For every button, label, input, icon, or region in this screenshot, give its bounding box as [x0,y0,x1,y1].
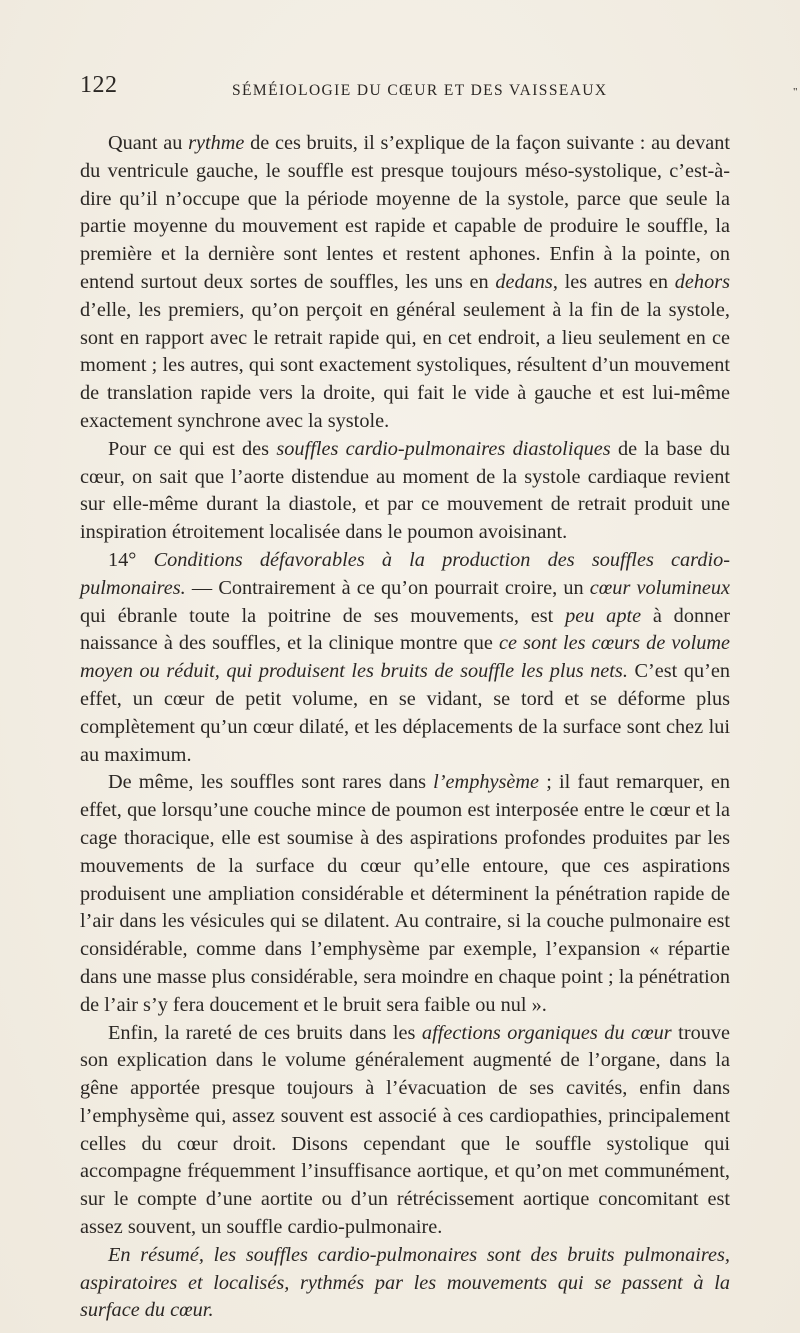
paragraph-conditions-defavorables [80,547,730,769]
paragraph-resume [80,1242,730,1325]
italic-text: dehors [674,270,730,293]
text-run: , les autres en [552,270,675,293]
text-run: qui ébranle toute la poitrine de ses mouvements, est [80,604,566,627]
italic-text: l’emphysème [433,771,540,794]
page-number: 122 [80,72,118,98]
text-run: C’est qu’en effet, un cœur de petit volume, en se vidant, se tord et se déforme plus complètement qu’un cœur dilaté, et les déplacements de la surface sont chez lui au maximum. [80,660,730,766]
paragraph-rythme [80,130,730,436]
paragraph-affections-organiques [80,1020,730,1242]
paragraph-emphyseme [80,769,730,1019]
italic-text: cœur volumineux [589,576,730,599]
text-run: trouve son explication dans le volume généralement augmenté de l’organe, dans la gêne apportée presque toujours à l’évacuation de ses cavités, enfin dans l’emphysème qui, assez souvent est associé à ces cardiopathies, principalement celles du cœur droit. Disons cependant que le souffle systolique qui accompagne fréquemment l’insuffisance aortique, et qu’on met communément, sur le compte d’une aortite ou d’un rétrécissement aortique concomitant est assez souvent, un souffle cardio-pulmonaire. [80,1021,730,1239]
printer-mark: " [793,86,798,98]
text-run: 14° [108,548,154,571]
text-run: De même, les souffles sont rares dans [108,771,434,794]
text-run: de la base du cœur, on sait que l’aorte distendue au moment de la systole cardiaque revient sur elle-même durant la diastole, et par ce mouvement de retrait produit une inspiration étroitement localisée dans le poumon avoisinant. [80,437,731,544]
running-head: SÉMÉIOLOGIE DU CŒUR ET DES VAISSEAUX [232,82,608,99]
italic-text: peu apte [565,604,642,627]
text-run: ; il faut remarquer, en effet, que lorsqu’une couche mince de poumon est interposée entre le cœur et la cage thoracique, elle est soumise à des aspirations profondes produites par les mouvements de la surface du cœur qu’elle entoure, que ces aspirations produisent une ampliation considérable et déterminent la pénétration rapide de l’air dans les vésicules qui se dilatent. Au contraire, si la couche pulmonaire est considérable, comme dans l’emphysème par exemple, l’expansion « répartie dans une masse plus considérable, sera moindre en chaque point ; la pénétration de l’air s’y fera doucement et le bruit sera faible ou nul ». [80,771,730,1016]
page-header [80,72,798,112]
text-run: de ces bruits, il s’explique de la façon suivante : au devant du ventricule gauche, le souffle est presque toujours méso-systolique, c’est-à-dire qu’il n’occupe que la période moyenne de la systole, parce que seule la partie moyenne du mouvement est rapide et capable de produire le souffle, la première et la dernière sont lentes et restent aphones. Enfin à la pointe, on entend surtout deux sortes de souffles, les uns en [80,132,730,293]
text-run: Enfin, la rareté de ces bruits dans les [108,1021,422,1044]
italic-text: rythme [188,132,245,154]
italic-text: ce sont les cœurs de volume moyen ou réduit, qui produisent les bruits de souffle les plus nets. [80,632,730,683]
italic-text: En résumé, les souffles cardio-pulmonaires sont des bruits pulmonaires, aspiratoires et localisés, rythmés par les mouvements qui se passent à la surface du cœur. [80,1243,730,1322]
body-text [80,130,730,1325]
paragraph-souffles-diastoliques [80,436,730,547]
text-run: d’elle, les premiers, qu’on perçoit en général seulement à la fin de la systole, sont en rapport avec le retrait rapide qui, en cet endroit, a lieu seulement en ce moment ; les autres, qui sont exactement systoliques, résultent d’un mouvement de translation rapide vers la droite, qui fait le vide à gauche et est lui-même exactement synchrone avec la systole. [80,298,730,432]
text-run: à donner naissance à des souffles, et la clinique montre que [80,604,730,655]
text-run: — Contrairement à ce qu’on pourrait croire, un [185,576,590,599]
text-run: Pour ce qui est des [108,437,277,460]
italic-text: souffles cardio-pulmonaires diastoliques [276,437,611,460]
text-run: Quant au [108,132,189,154]
italic-text: Conditions défavorables à la production des souffles cardio-pulmonaires. [80,548,730,599]
italic-text: affections organiques du cœur [421,1021,672,1044]
italic-text: dedans [495,270,553,293]
